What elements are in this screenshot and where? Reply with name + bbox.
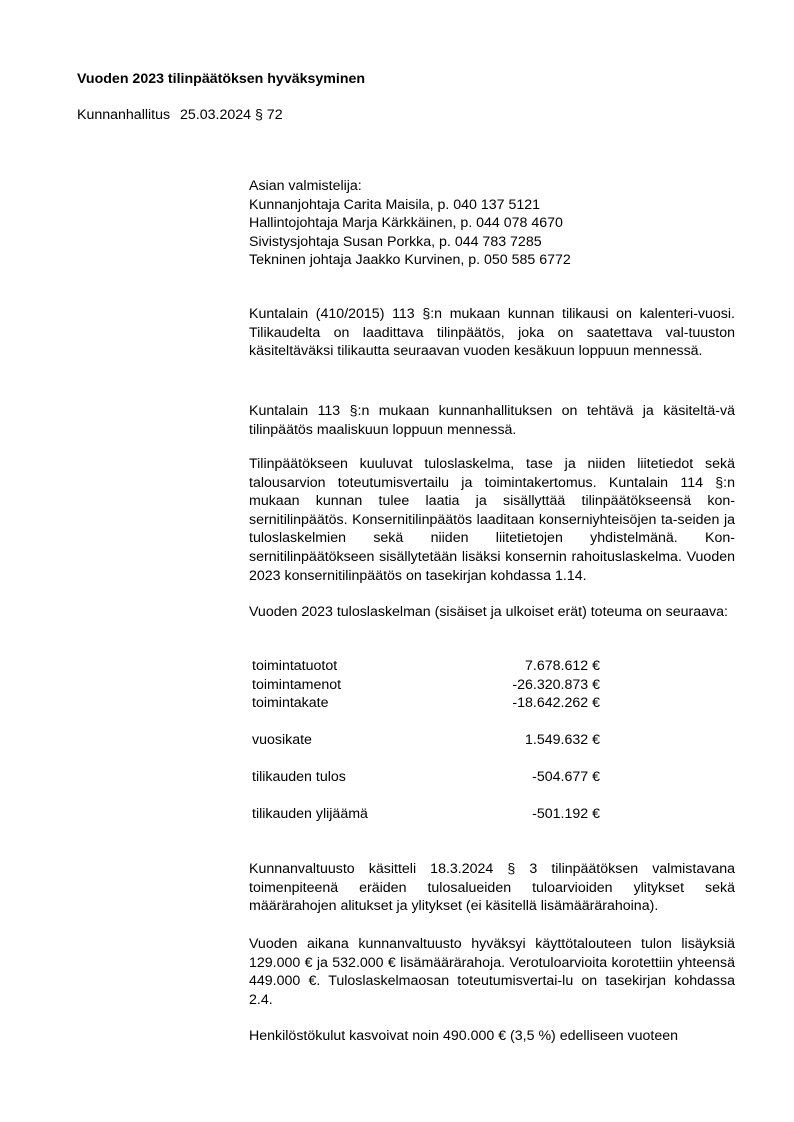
preparer-line: Hallintojohtaja Marja Kärkkäinen, p. 044 078 4670 [249,215,563,232]
meeting-date-section: 25.03.2024 § 72 [180,107,283,123]
figure-label: tilikauden tulos [252,769,346,785]
preparers-block [249,177,735,270]
figure-row [252,676,600,695]
paragraph-fiscal-year: Kuntalain (410/2015) 113 §:n mukaan kunnan tilikausi on kalenteri-vuosi. Tilikaudelta on laadittava tilinpäätös, joka on saatettava val-tuuston käsiteltäväksi tilikautta seuraavan vuoden kesäkuun loppuun mennessä. [249,306,735,360]
preparer-line: Tekninen johtaja Jaakko Kurvinen, p. 050 585 6772 [249,252,571,269]
figure-row [252,694,600,713]
figure-value: -504.677 € [532,769,600,785]
figure-label: vuosikate [252,732,312,748]
figure-row [252,657,600,676]
paragraph-financial-statement-contents: Tilinpäätökseen kuuluvat tuloslaskelma, tase ja niiden liitetiedot sekä talousarvion toteutumisvertailu ja toimintakertomus. Kuntalain 114 §:n mukaan kunnan tulee laatia ja sisällyttää tilinpäätökseensä kon-sernitilinpäätös. Konsernitilinpäätös laaditaan konserniyhteisöjen ta-seiden ja tuloslaskelmien sekä niiden liitetietojen yhdistelmänä. Kon-sernitilinpäätökseen sisällytetään lisäksi konsernin rahoituslaskelma. Vuoden 2023 konsernitilinpäätös on tasekirjan kohdassa 1.14. [249,456,735,584]
paragraph-results-intro: Vuoden 2023 tuloslaskelman (sisäiset ja ulkoiset erät) toteuma on seuraava: [249,604,728,620]
figure-value: -18.642.262 € [512,695,600,711]
figure-row [252,805,600,824]
figure-label: toimintakate [252,695,329,711]
figure-value: -501.192 € [532,806,600,822]
paragraph-council-decision: Kunnanvaltuusto käsitteli 18.3.2024 § 3 tilinpäätöksen valmistavana toimenpiteenä eräiden tulosalueiden tuloarvioiden ylitykset sekä määrärahojen alitukset ja ylitykset (ei käsitellä lisämäärärahoina). [249,861,735,915]
income-statement-figures [252,657,600,824]
figure-label: tilikauden ylijäämä [252,806,368,822]
figure-label: toimintamenot [252,676,342,693]
figure-value: 1.549.632 € [525,732,600,748]
paragraph-board-duty: Kuntalain 113 §:n mukaan kunnanhallituksen on tehtävä ja käsiteltä-vä tilinpäätös maaliskuun loppuun mennessä. [249,403,735,438]
paragraph-budget-changes: Vuoden aikana kunnanvaltuusto hyväksyi käyttötalouteen tulon lisäyksiä 129.000 € ja 532.000 € lisämäärärahoja. Verotuloarvioita korotettiin yhteensä 449.000 €. Tuloslaskelmaosan toteutumisvertai-lu on tasekirjan kohdassa 2.4. [249,936,735,1008]
figure-row [252,731,600,750]
meeting-reference [77,106,283,125]
decision-body: Kunnanhallitus [77,107,171,123]
page-title: Vuoden 2023 tilinpäätöksen hyväksyminen [77,71,366,87]
figure-value: -26.320.873 € [512,676,600,693]
paragraph-personnel-costs: Henkilöstökulut kasvoivat noin 490.000 € (3,5 %) edelliseen vuoteen [249,1028,679,1044]
figure-value: 7.678.612 € [525,658,600,674]
preparer-line: Sivistysjohtaja Susan Porkka, p. 044 783 7285 [249,233,542,250]
figure-label: toimintatuotot [252,658,338,674]
figure-row [252,768,600,787]
preparers-heading: Asian valmistelija: [249,178,362,194]
preparer-line: Kunnanjohtaja Carita Maisila, p. 040 137 5121 [249,196,541,213]
